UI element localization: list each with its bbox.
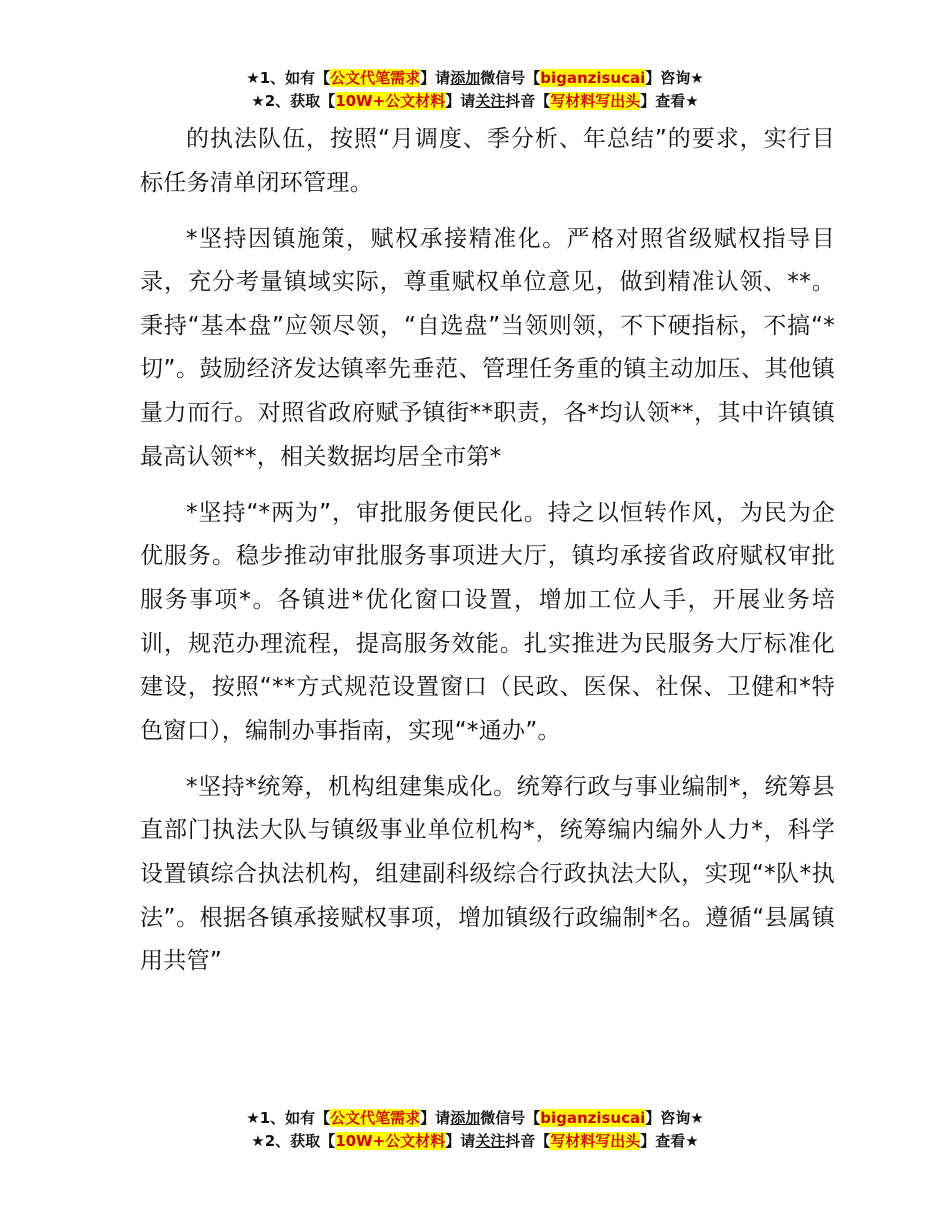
footer-line-1-prefix: ★1、如有【 bbox=[246, 1109, 331, 1127]
footer-banner bbox=[0, 1107, 950, 1153]
header-line-2-emphasis: 关注 bbox=[475, 92, 506, 110]
footer-line-2-suffix: 】查看★ bbox=[640, 1132, 699, 1150]
header-line-1-mid2: 微信号【 bbox=[480, 69, 541, 87]
header-line-2-prefix: ★2、获取【 bbox=[251, 92, 336, 110]
header-line-1-mid1: 】请 bbox=[420, 69, 451, 87]
header-highlight-materials: 10W+公文材料 bbox=[335, 92, 446, 110]
footer-line-2-emphasis: 关注 bbox=[475, 1132, 506, 1150]
footer-highlight-wechat-id: biganzisucai bbox=[540, 1109, 646, 1127]
footer-line-2 bbox=[0, 1130, 950, 1153]
footer-highlight-douyin-account: 写材料写出头 bbox=[550, 1132, 641, 1150]
header-highlight-douyin-account: 写材料写出头 bbox=[550, 92, 641, 110]
header-line-2 bbox=[0, 90, 950, 113]
header-highlight-wechat-id: biganzisucai bbox=[540, 69, 646, 87]
footer-highlight-materials: 10W+公文材料 bbox=[335, 1132, 446, 1150]
document-body bbox=[140, 118, 835, 996]
header-line-2-suffix: 】查看★ bbox=[640, 92, 699, 110]
header-line-1-emphasis: 添加 bbox=[450, 69, 481, 87]
header-line-1 bbox=[0, 67, 950, 90]
paragraph-1: 的执法队伍，按照“月调度、季分析、年总结”的要求，实行目标任务清单闭环管理。 bbox=[140, 126, 835, 196]
footer-line-1 bbox=[0, 1107, 950, 1130]
paragraph-2: *坚持因镇施策，赋权承接精准化。严格对照省级赋权指导目录，充分考量镇域实际，尊重赋权单位意见，做到精准认领、**。秉持“基本盘”应领尽领，“自选盘”当领则领，不下硬指标，不搞“*切”。鼓励经济发达镇率先垂范、管理任务重的镇主动加压、其他镇量力而行。对照省政府赋予镇街**职责，各*均认领**，其中许镇镇最高认领**，相关数据均居全市第* bbox=[140, 225, 835, 470]
footer-line-1-mid2: 微信号【 bbox=[480, 1109, 541, 1127]
footer-highlight-writing-service: 公文代笔需求 bbox=[330, 1109, 421, 1127]
header-banner bbox=[0, 67, 950, 113]
footer-line-2-prefix: ★2、获取【 bbox=[251, 1132, 336, 1150]
footer-line-1-emphasis: 添加 bbox=[450, 1109, 481, 1127]
header-line-1-suffix: 】咨询★ bbox=[645, 69, 704, 87]
footer-line-2-mid2: 抖音【 bbox=[505, 1132, 551, 1150]
header-highlight-writing-service: 公文代笔需求 bbox=[330, 69, 421, 87]
footer-line-1-mid1: 】请 bbox=[420, 1109, 451, 1127]
paragraph-3: *坚持“*两为”，审批服务便民化。持之以恒转作风，为民为企优服务。稳步推动审批服务事项进大厅，镇均承接省政府赋权审批服务事项*。各镇进*优化窗口设置，增加工位人手，开展业务培训，规范办理流程，提高服务效能。扎实推进为民服务大厅标准化建设，按照“**方式规范设置窗口（民政、医保、社保、卫健和*特色窗口），编制办事指南，实现“*通办”。 bbox=[140, 499, 835, 744]
header-line-2-mid1: 】请 bbox=[445, 92, 476, 110]
paragraph-4: *坚持*统筹，机构组建集成化。统筹行政与事业编制*，统筹县直部门执法大队与镇级事业单位机构*，统筹编内编外人力*，科学设置镇综合执法机构，组建副科级综合行政执法大队，实现“*队*执法”。根据各镇承接赋权事项，增加镇级行政编制*名。遵循“县属镇用共管” bbox=[140, 773, 835, 975]
footer-line-2-mid1: 】请 bbox=[445, 1132, 476, 1150]
header-line-1-prefix: ★1、如有【 bbox=[246, 69, 331, 87]
header-line-2-mid2: 抖音【 bbox=[505, 92, 551, 110]
footer-line-1-suffix: 】咨询★ bbox=[645, 1109, 704, 1127]
